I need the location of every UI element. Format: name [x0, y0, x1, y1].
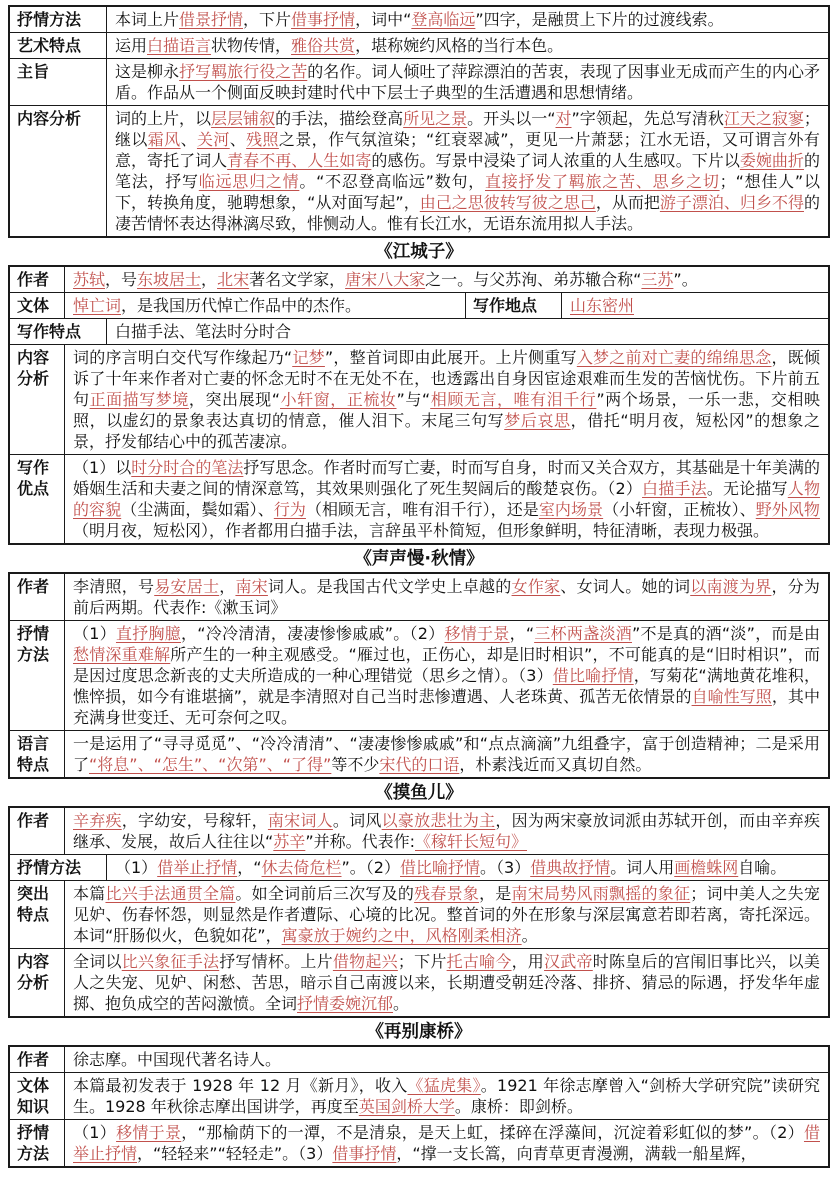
highlighted-text: 抒写羁旅行役之苦 — [179, 62, 308, 81]
highlighted-text: 残春景象 — [414, 884, 480, 903]
row-content — [107, 7, 828, 32]
row-content — [107, 855, 828, 880]
text-run: 。1921 年徐志摩曾入“剑桥大学研究院”读研究生。1928 年秋徐志摩出国讲学，再度至 — [73, 1076, 820, 1116]
highlighted-text: 移情于景 — [444, 624, 510, 643]
table-row — [10, 105, 828, 236]
highlighted-text: 借物起兴 — [332, 952, 398, 971]
highlighted-text: 借比喻抒情 — [400, 858, 481, 877]
highlighted-text: 室内场景 — [538, 500, 604, 519]
highlighted-text: 时分时合的笔法 — [131, 458, 244, 477]
text-run: ”。（2） — [341, 858, 400, 877]
highlighted-text: 入梦之前对亡妻的绵绵思念 — [576, 348, 772, 367]
highlighted-text: 游子漂泊、归乡不得 — [659, 193, 804, 212]
highlighted-text: “将息”、“怎生”、“次第”、“了得” — [89, 755, 332, 774]
table-row — [10, 58, 828, 105]
row-content — [65, 621, 828, 730]
row-content — [65, 881, 828, 948]
notes-table — [8, 572, 830, 779]
row-label: 作者 — [10, 1047, 65, 1072]
highlighted-text: 辛弃疾 — [73, 811, 122, 830]
text-run: ，借托“明月夜，短松冈”的想象之景，抒发郁结心中的孤苦凄凉。 — [73, 411, 820, 451]
row-content — [107, 106, 828, 236]
text-run: 著名文学家， — [249, 270, 346, 289]
row-label: 作者 — [10, 574, 65, 620]
text-run: 一是运用了“寻寻觅觅”、“冷冷清清”、“凄凄惨惨戚戚”和“点点滴滴”九组叠字，富于创造精神；二是采用了 — [73, 734, 820, 774]
highlighted-text: 休去倚危栏 — [261, 858, 342, 877]
highlighted-text: 英国剑桥大学 — [358, 1097, 455, 1116]
text-run: 的感伤。写景中浸染了词人浓重的人生感叹。下片以 — [371, 151, 740, 170]
text-run: ，从而把 — [595, 193, 660, 212]
text-run: 之一。与父苏洵、弟苏辙合称“ — [425, 270, 642, 289]
highlighted-text: 直抒胸臆 — [115, 624, 182, 643]
text-run: 的手法，描绘登高 — [275, 109, 404, 128]
highlighted-text: 《猛虎集》 — [407, 1076, 481, 1095]
highlighted-text: 三苏 — [641, 270, 674, 289]
row-content — [65, 949, 828, 1016]
text-run: ，下片 — [243, 10, 292, 29]
highlighted-text: 抒情委婉沉郁 — [297, 994, 394, 1013]
row-content — [107, 319, 828, 344]
highlighted-text: 所见之景 — [403, 109, 468, 128]
poem-title: 《再别康桥》 — [366, 1022, 472, 1042]
table-row — [10, 1047, 828, 1072]
highlighted-text: 以豪放悲壮为主 — [381, 811, 496, 830]
highlighted-text: 东坡居士 — [137, 270, 202, 289]
text-run: 运用 — [115, 36, 148, 55]
highlighted-text: 直接抒发了羁旅之苦、思乡之切 — [485, 172, 720, 191]
text-run: ”四字，是融贯上下片的过渡线索。 — [475, 10, 724, 29]
text-run: ，是 — [479, 884, 512, 903]
highlighted-text: 以南渡为界 — [690, 577, 772, 596]
highlighted-text: 白描语言 — [147, 36, 212, 55]
poem-title: 《江城子》 — [375, 242, 463, 262]
row-label: 写作优点 — [10, 455, 65, 543]
row-content — [65, 1047, 828, 1072]
text-run: 李清照，号 — [73, 577, 155, 596]
highlighted-text: 移情于景 — [116, 1123, 182, 1142]
row-label: 抒情方法 — [10, 621, 65, 730]
highlighted-text: 白描手法 — [642, 479, 707, 498]
text-run: 本篇 — [73, 884, 106, 903]
table-row — [10, 7, 828, 32]
highlighted-text: 易安居士 — [154, 577, 220, 596]
row-content — [65, 293, 465, 318]
text-run: 抒写情杯。上片 — [219, 952, 333, 971]
text-run: 词人。是我国古代文学史上卓越的 — [267, 577, 512, 596]
table-row — [10, 1119, 828, 1166]
table-row — [10, 344, 828, 454]
text-run: ，“轻轻来”“轻轻走”。（3） — [137, 1144, 333, 1163]
table-row — [10, 454, 828, 543]
row-label: 突出特点 — [10, 881, 65, 948]
table-row — [10, 620, 828, 730]
text-run: ；下片 — [397, 952, 447, 971]
text-run: ”。 — [673, 270, 698, 289]
highlighted-text: 北宋 — [217, 270, 250, 289]
highlighted-text: 借举止抒情 — [157, 858, 238, 877]
notes-table — [8, 1045, 830, 1168]
text-run: ，写菊花“满地黄花堆积，憔悴损，如今有谁堪摘”，就是李清照对自己当时悲惨遭遇、人老珠黄、孤苦无依情景的 — [73, 666, 820, 706]
highlighted-text: 登高临远 — [411, 10, 476, 29]
highlighted-text: 关河 — [196, 130, 230, 149]
highlighted-text: 南宋 — [235, 577, 268, 596]
text-run: 。 — [393, 994, 410, 1013]
text-run: ，“ — [237, 858, 262, 877]
row-label: 写作特点 — [10, 319, 107, 344]
highlighted-text: 借事抒情 — [332, 1144, 397, 1163]
text-run: 的名作。词人倾吐了萍踪漂泊的苦衷，表现了因事业无成而产生的内心矛盾。作品从一个侧面反映封建时代中下层士子典型的生活遭遇和思想情绪。 — [115, 62, 820, 102]
table-row — [10, 292, 828, 318]
text-run: 状物传情， — [211, 36, 292, 55]
text-run: ，突出展现“ — [188, 390, 281, 409]
highlighted-text: 相顾无言，唯有泪千行 — [430, 390, 597, 409]
highlighted-text: 委婉曲折 — [739, 151, 804, 170]
text-run: ，号 — [105, 270, 138, 289]
text-run: 词的序言明白交代写作缘起乃“ — [73, 348, 293, 367]
highlighted-text: 女作家 — [511, 577, 561, 596]
text-run: ，字幼安，号稼轩， — [121, 811, 268, 830]
highlighted-text: 小轩窗，正梳妆 — [280, 390, 397, 409]
row-content — [65, 808, 828, 854]
text-run: （明月夜，短松冈），作者都用白描手法，言辞虽平朴简短，但形象鲜明，特征清晰，表现力极强。 — [73, 521, 770, 540]
text-run: ， — [201, 270, 218, 289]
text-run: ，词中“ — [355, 10, 412, 29]
row-label: 作者 — [10, 808, 65, 854]
highlighted-text: 借景抒情 — [179, 10, 244, 29]
row-label: 主旨 — [10, 59, 107, 105]
row-content — [107, 33, 828, 58]
highlighted-text: 野外风物 — [755, 500, 820, 519]
row-content — [65, 1120, 828, 1166]
highlighted-text: 苏轼 — [73, 270, 106, 289]
highlighted-text: 由己之思彼转写彼之思己 — [419, 193, 596, 212]
text-run: ， — [219, 577, 236, 596]
highlighted-text: 雅俗共赏 — [291, 36, 356, 55]
highlighted-text: 苏辛 — [273, 832, 306, 851]
text-run: 之景，作气氛渲染；“红衰翠减”，更见一片萧瑟；江水无语，又可谓言外有意，寄托了词人 — [115, 130, 820, 170]
text-run: ；词中美人之失宠见妒、伤春怀怨，则显然是作者遭际、心境的比况。整首词的外在形象与深层寓意若即若离，寄托深远。本词“肝肠似火，色貌如花”， — [73, 884, 820, 945]
text-run: 。词人用 — [610, 858, 675, 877]
highlighted-text: 唐宋八大家 — [345, 270, 426, 289]
row-content — [65, 1073, 828, 1119]
highlighted-text: 寓豪放于婉约之中，风格刚柔相济 — [281, 926, 522, 945]
row-label: 艺术特点 — [10, 33, 107, 58]
row-label: 文体 — [10, 293, 65, 318]
highlighted-text: 《稼轩长短句》 — [415, 832, 528, 851]
highlighted-text: 借典故抒情 — [530, 858, 611, 877]
table-row — [10, 267, 828, 292]
text-run: 时陈皇后的宫闱旧事比兴，以美人之失宠、见妒、闲愁、苦思，暗示自己南渡以来，长期遭受朝廷冷落、排挤、猜忌的际遇，抒发华年虚掷、抱负成空的苦闷激愤。全词 — [73, 952, 820, 1013]
text-run: ”不是真的酒“淡”，而是由 — [631, 624, 820, 643]
row-content — [65, 455, 828, 543]
text-run: 词的上片，以 — [115, 109, 212, 128]
row-content — [65, 267, 828, 292]
text-run: ，其中充满身世变迁、无可奈何之叹。 — [73, 687, 820, 727]
text-run: ；继以 — [115, 109, 820, 149]
text-run: 。 — [521, 926, 538, 945]
row-label: 抒情方法 — [10, 855, 107, 880]
highlighted-text: 残照 — [246, 130, 279, 149]
text-run: ”，整首词即由此展开。上片侧重写 — [324, 348, 577, 367]
text-run: ，既倾诉了十年来作者对亡妻的怀念无时不在无处不在，也透露出自身因宦途艰难而生发的苦恼忧伤。下片前五句 — [73, 348, 820, 409]
text-run: ”两个场景，一乐一悲，交相映照，以虚幻的景象表达真切的情意，催人泪下。末尾三句写 — [73, 390, 820, 430]
text-run: ，因为两宋豪放词派由苏轼开创，而由辛弃疾继承、发展，故后人往往以“ — [73, 811, 820, 851]
text-run: 的凄苦情怀表达得淋漓尽致，悱恻动人。惟有长江水，无语东流用拟人手法。 — [115, 193, 820, 233]
notes-table — [8, 5, 830, 238]
row-label: 作者 — [10, 267, 65, 292]
highlighted-text: 托古喻今 — [446, 952, 512, 971]
highlighted-text: 南宋词人 — [267, 811, 333, 830]
row-label: 文体知识 — [10, 1073, 65, 1119]
row-label: 内容分析 — [10, 949, 65, 1016]
row-content — [562, 293, 828, 318]
table-row — [10, 730, 828, 777]
row-content — [65, 731, 828, 777]
tables-container — [8, 5, 830, 1168]
text-run: 白描手法、笔法时分时合 — [115, 322, 292, 341]
highlighted-text: 比兴手法通贯全篇 — [105, 884, 236, 903]
highlighted-text: 悼亡词 — [73, 296, 122, 315]
text-run: ，分为前后两期。代表作:《漱玉词》 — [73, 577, 820, 617]
table-row — [10, 948, 828, 1016]
text-run: ，用 — [511, 952, 545, 971]
highlighted-text: 南宋局势风雨飘摇的象征 — [511, 884, 691, 903]
text-run: 抒写思念。作者时而写亡妻，时而写自身，时而又关合双方，其基础是十年美满的婚姻生活和夫妻之间的情深意笃，其效果则强化了死生契阔后的酸楚哀伤。（2） — [73, 458, 820, 498]
text-run: （1） — [115, 858, 158, 877]
text-run: 。如全词前后三次写及的 — [235, 884, 415, 903]
table-row — [10, 880, 828, 948]
text-run: 、女词人。她的词 — [560, 577, 691, 596]
text-run: ，“ — [509, 624, 535, 643]
row-content — [65, 574, 828, 620]
text-run: ”并称。代表作: — [305, 832, 415, 851]
notes-table — [8, 806, 830, 1018]
text-run: 这是柳永 — [115, 62, 180, 81]
text-run: 。（3） — [480, 858, 531, 877]
highlighted-text: 画檐蛛网 — [674, 858, 739, 877]
text-run: 。康桥：即剑桥。 — [454, 1097, 583, 1116]
text-run: （小轩窗，正梳妆）、 — [603, 500, 756, 519]
text-run: ，“那榆荫下的一潭，不是清泉，是天上虹，揉碎在浮藻间，沉淀着彩虹似的梦”。（2） — [181, 1123, 804, 1142]
row-label: 内容分析 — [10, 106, 107, 236]
text-run: （1） — [73, 624, 116, 643]
text-run: ，朴素浅近而又真切自然。 — [459, 755, 652, 774]
row-content — [65, 345, 828, 454]
text-run: 。词风 — [332, 811, 382, 830]
text-run: 的笔法，抒写 — [115, 151, 820, 191]
highlighted-text: 人物的容貌 — [73, 479, 820, 519]
text-run: ，“冷冷清清，凄凄惨惨戚戚”。（2） — [181, 624, 445, 643]
highlighted-text: 山东密州 — [570, 296, 635, 315]
highlighted-text: 借事抒情 — [291, 10, 356, 29]
highlighted-text: 青春不再、人生如寄 — [227, 151, 372, 170]
text-run: 等不少 — [331, 755, 380, 774]
highlighted-text: 层层铺叙 — [211, 109, 276, 128]
highlighted-text: 记梦 — [292, 348, 325, 367]
highlighted-text: 霜风 — [147, 130, 181, 149]
text-run: ，堪称婉约风格的当行本色。 — [355, 36, 564, 55]
highlighted-text: 愁情深重难解 — [73, 645, 171, 664]
text-run: （1）以 — [73, 458, 132, 477]
text-run: （1） — [73, 1123, 117, 1142]
text-run: 自喻。 — [738, 858, 787, 877]
highlighted-text: 行为 — [273, 500, 306, 519]
text-run: ”字领起，先总写清秋 — [571, 109, 724, 128]
text-run: ，是我国历代悼亡作品中的杰作。 — [121, 296, 362, 315]
highlighted-text: 汉武帝 — [544, 952, 593, 971]
table-row — [10, 1072, 828, 1119]
highlighted-text: 自喻性写照 — [691, 687, 772, 706]
highlighted-text: 借举止抒情 — [73, 1123, 820, 1163]
text-run: ”与“ — [396, 390, 431, 409]
highlighted-text: 比兴象征手法 — [121, 952, 220, 971]
row-label: 抒情方法 — [10, 7, 107, 32]
highlighted-text: 借比喻抒情 — [552, 666, 634, 685]
table-row — [10, 808, 828, 854]
highlighted-text: 江天之寂寥 — [723, 109, 804, 128]
highlighted-text: 正面描写梦境 — [89, 390, 189, 409]
text-run: 所产生的一种主观感受。“雁过也，正伤心，却是旧时相识”，不可能真的是“旧时相识”，而是因过度思念新丧的丈夫所造成的一种心理错觉（思乡之情）。（3） — [73, 645, 820, 685]
poem-title: 《声声慢·秋情》 — [354, 549, 484, 569]
text-run: 徐志摩。中国现代著名诗人。 — [73, 1050, 282, 1069]
row-content — [107, 59, 828, 105]
notes-table — [8, 265, 830, 545]
text-run: （相顾无言，唯有泪千行），还是 — [305, 500, 539, 519]
table-row — [10, 32, 828, 58]
text-run: 、 — [180, 130, 197, 149]
text-run: 。开头以一“ — [467, 109, 556, 128]
highlighted-text: 对 — [555, 109, 572, 128]
row-label: 写作地点 — [465, 293, 562, 318]
text-run: （尘满面，鬓如霜）、 — [121, 500, 274, 519]
table-row — [10, 854, 828, 880]
table-row — [10, 574, 828, 620]
highlighted-text: 宋代的口语 — [379, 755, 460, 774]
highlighted-text: 梦后哀思 — [504, 411, 571, 430]
text-run: ；“想佳人”以下，转换角度，驰聘想象，“从对面写起”， — [115, 172, 820, 212]
highlighted-text: 三杯两盏淡酒 — [534, 624, 632, 643]
row-label: 内容分析 — [10, 345, 65, 454]
highlighted-text: 临远思归之情 — [198, 172, 300, 191]
text-run: 本词上片 — [115, 10, 180, 29]
table-row — [10, 318, 828, 344]
text-run: 本篇最初发表于 1928 年 12 月《新月》，收入 — [73, 1076, 408, 1095]
row-label: 语言特点 — [10, 731, 65, 777]
text-run: 。无论描写 — [706, 479, 788, 498]
text-run: 、 — [229, 130, 247, 149]
text-run: 全词以 — [73, 952, 122, 971]
text-run: ，“撑一支长篙，向青草更青漫溯，满载一船星辉， — [396, 1144, 757, 1163]
poem-title: 《摸鱼儿》 — [375, 783, 463, 803]
text-run: 。“不忍登高临远”数句， — [299, 172, 485, 191]
row-label: 抒情方法 — [10, 1120, 65, 1166]
